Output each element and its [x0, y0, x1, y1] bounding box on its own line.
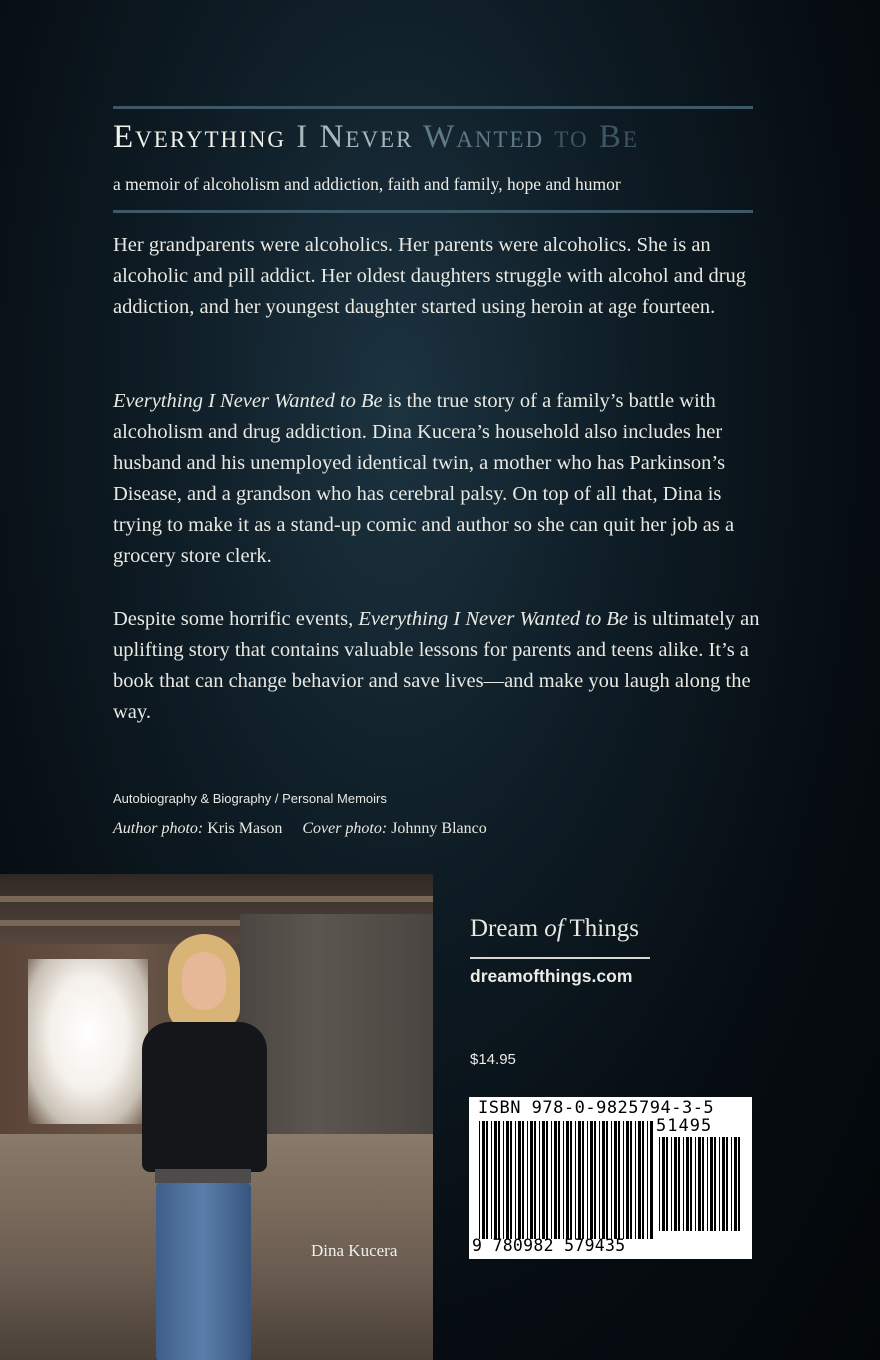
barcode-bar [686, 1137, 689, 1231]
barcode-bar [566, 1121, 569, 1239]
barcode-bar [726, 1137, 728, 1231]
barcode-bar [659, 1137, 660, 1231]
category-label: Autobiography & Biography / Personal Memoirs [113, 791, 387, 806]
barcode-bar [606, 1121, 608, 1239]
barcode-bar [534, 1121, 536, 1239]
barcode-bar [722, 1137, 725, 1231]
barcode-bar [611, 1121, 612, 1239]
paragraph-2-text: is the true story of a family’s battle with alcoholism and drug addiction. Dina Kucera’s household also includes her husband and his unemployed identical twin, a mother who has Parkinson’s Disease, and a grandson who has cerebral palsy. On top of all that, Dina is trying to make it as a stand-up comic and author so she can quit her job as a grocery store clerk. [113, 390, 735, 567]
barcode-bar [719, 1137, 720, 1231]
barcode-bar [486, 1121, 488, 1239]
barcode-bar [590, 1121, 593, 1239]
title-part-1: Everything [113, 119, 287, 155]
barcode-bar [479, 1121, 480, 1239]
title-part-3: Wanted [423, 119, 545, 155]
barcode-bar [618, 1121, 620, 1239]
publisher-rule [470, 957, 650, 959]
barcode-bar [522, 1121, 524, 1239]
barcode-bar [630, 1121, 632, 1239]
barcode-bar [702, 1137, 704, 1231]
photo-caption: Dina Kucera [311, 1241, 398, 1260]
barcode-bar [599, 1121, 600, 1239]
barcode-bar [698, 1137, 701, 1231]
book-subtitle: a memoir of alcoholism and addiction, faith and family, hope and humor [113, 174, 621, 194]
barcode-bar [558, 1121, 560, 1239]
blurb-paragraph-2 [113, 386, 763, 572]
barcode-bar [731, 1137, 732, 1231]
barcode-bar [614, 1121, 617, 1239]
title-part-2: I Never [296, 119, 414, 155]
book-title [113, 121, 773, 154]
barcode-bar [503, 1121, 504, 1239]
barcode-bar [494, 1121, 497, 1239]
ean-digits: 9 780982 579435 [472, 1236, 626, 1255]
publisher-name-start: Dream [470, 915, 545, 942]
barcode-bar [542, 1121, 545, 1239]
barcode-bar [707, 1137, 708, 1231]
barcode-bar [647, 1121, 648, 1239]
blurb-paragraph-3 [113, 604, 763, 728]
barcode-bar [546, 1121, 548, 1239]
barcode-bar [671, 1137, 672, 1231]
price-label: $14.95 [470, 1051, 516, 1068]
barcode-bar [491, 1121, 492, 1239]
barcode-bar [690, 1137, 692, 1231]
top-rule [113, 106, 753, 109]
barcode-bar [539, 1121, 540, 1239]
paragraph-3-text: is ultimately an uplifting story that contains valuable lessons for parents and teens alike. It’s a book that can change behavior and save lives—and make you laugh along the way. [113, 608, 760, 723]
barcode-bar [683, 1137, 684, 1231]
barcode-bars [479, 1121, 654, 1241]
barcode-bar [506, 1121, 509, 1239]
barcode-bar [578, 1121, 581, 1239]
publisher-name [470, 915, 650, 943]
barcode-bar [587, 1121, 588, 1239]
barcode-bar [695, 1137, 696, 1231]
paragraph-3-lead: Despite some horrific events, [113, 608, 359, 630]
cover-photo-label: Cover photo: [302, 820, 388, 837]
barcode-bar [498, 1121, 500, 1239]
publisher-name-of: of [544, 915, 564, 942]
barcode-bar [575, 1121, 576, 1239]
barcode-bar [527, 1121, 528, 1239]
barcode-bar [594, 1121, 596, 1239]
author-photo-label: Author photo: [113, 820, 204, 837]
barcode-bar [530, 1121, 533, 1239]
photo-credits [113, 820, 487, 838]
barcode-bar [650, 1121, 653, 1239]
barcode-bar [635, 1121, 636, 1239]
barcode-bar [738, 1137, 740, 1231]
barcode-bar [563, 1121, 564, 1239]
barcode-bar [602, 1121, 605, 1239]
barcode-bar [510, 1121, 512, 1239]
author-photo [0, 874, 433, 1360]
barcode-bar [714, 1137, 716, 1231]
barcode-bar [551, 1121, 552, 1239]
barcode-bar [710, 1137, 713, 1231]
price-code: 51495 [656, 1116, 713, 1136]
barcode-bar [623, 1121, 624, 1239]
barcode-bar [674, 1137, 677, 1231]
barcode-bar [582, 1121, 584, 1239]
cover-photo-name: Johnny Blanco [391, 820, 487, 837]
title-part-4: to Be [554, 119, 639, 155]
barcode [469, 1097, 752, 1259]
barcode-bar [482, 1121, 485, 1239]
barcode-bar [515, 1121, 516, 1239]
blurb-paragraph-1: Her grandparents were alcoholics. Her parents were alcoholics. She is an alcoholic and pill addict. Her oldest daughters struggle with alcohol and drug addiction, and her youngest daughter started using heroin at age fourteen. [113, 234, 747, 318]
isbn-text: ISBN 978-0-9825794-3-5 [478, 1098, 715, 1118]
barcode-bar [662, 1137, 665, 1231]
author-figure [150, 934, 280, 1360]
barcode-bar [666, 1137, 668, 1231]
barcode-bar [642, 1121, 644, 1239]
barcode-bar [570, 1121, 572, 1239]
barcode-bar [518, 1121, 521, 1239]
barcode-addon-bars [659, 1137, 744, 1233]
barcode-bar [638, 1121, 641, 1239]
publisher-url: dreamofthings.com [470, 966, 633, 986]
book-title-italic: Everything I Never Wanted to Be [113, 390, 383, 412]
subtitle-rule [113, 210, 753, 213]
publisher-name-end: Things [563, 915, 639, 942]
author-photo-name: Kris Mason [207, 820, 283, 837]
book-title-italic: Everything I Never Wanted to Be [358, 608, 629, 630]
barcode-bar [678, 1137, 680, 1231]
barcode-bar [554, 1121, 557, 1239]
barcode-bar [734, 1137, 737, 1231]
barcode-bar [626, 1121, 629, 1239]
